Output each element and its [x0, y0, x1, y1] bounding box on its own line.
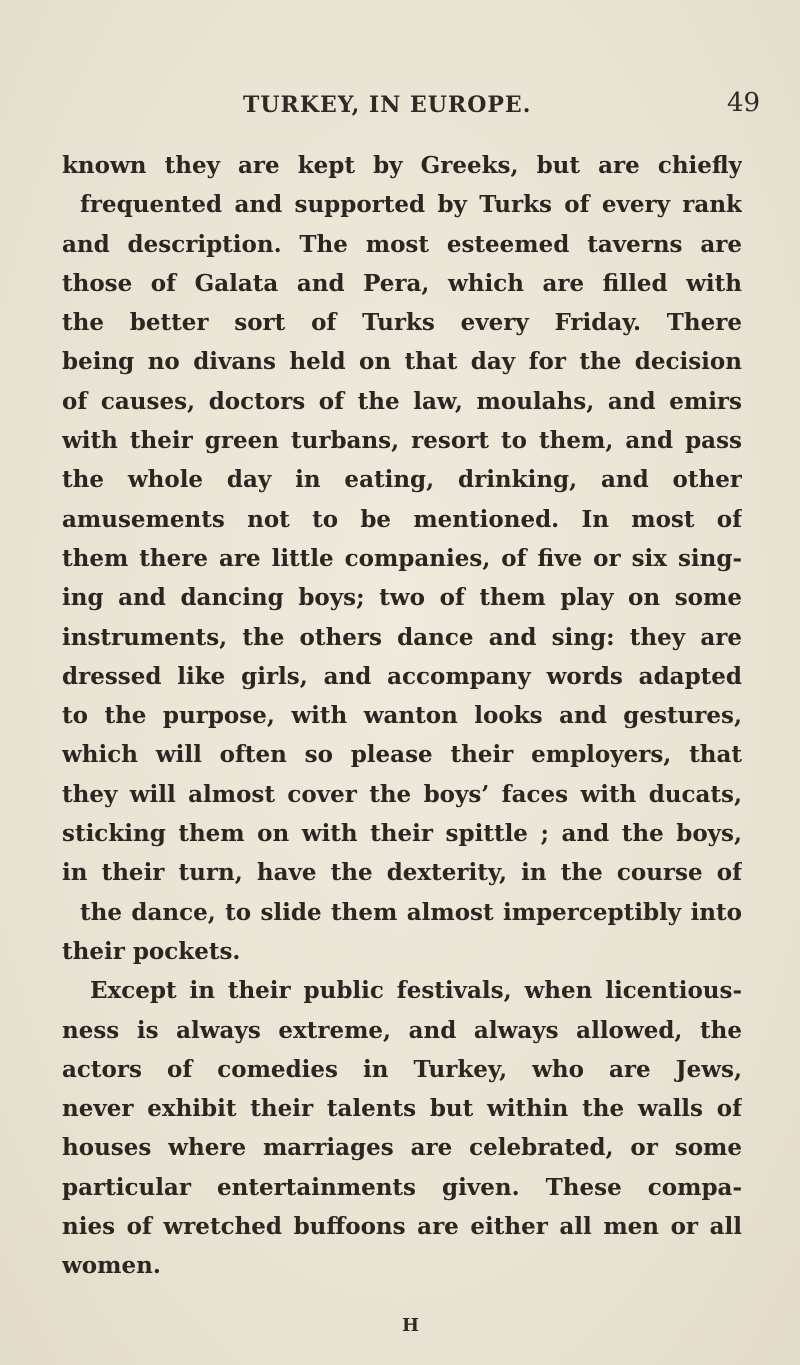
- text-line: the dance, to slide them almost imperceptibly into: [80, 898, 742, 926]
- text-line: being no divans held on that day for the decision: [62, 348, 742, 376]
- text-line: sticking them on with their spittle ; and the boys,: [62, 820, 742, 848]
- text-line: known they are kept by Greeks, but are chiefly: [62, 152, 742, 179]
- text-line: with their green turbans, resort to them, and pass: [62, 427, 742, 455]
- text-line: the better sort of Turks every Friday. There: [62, 309, 742, 337]
- text-line: houses where marriages are celebrated, or some: [62, 1134, 742, 1162]
- text-line: frequented and supported by Turks of every rank: [80, 191, 742, 219]
- text-line: Except in their public festivals, when licentious-: [90, 977, 742, 1005]
- text-line: amusements not to be mentioned. In most of: [62, 505, 742, 533]
- text-line: ness is always extreme, and always allowed, the: [62, 1016, 742, 1044]
- text-line: they will almost cover the boys’ faces with ducats,: [62, 780, 742, 808]
- text-line: them there are little companies, of five or six sing-: [62, 544, 742, 572]
- text-line: never exhibit their talents but within the walls of: [62, 1095, 742, 1123]
- text-line: ing and dancing boys; two of them play on some: [62, 584, 742, 612]
- signature-mark: H: [402, 1315, 420, 1336]
- text-line: and description. The most esteemed taverns are: [62, 230, 742, 258]
- text-line: those of Galata and Pera, which are filled with: [62, 269, 742, 297]
- text-line: which will often so please their employers, that: [62, 741, 742, 769]
- text-line: dressed like girls, and accompany words adapted: [62, 662, 742, 690]
- text-line: to the purpose, with wanton looks and gestures,: [62, 702, 742, 730]
- text-line: women.: [62, 1252, 161, 1280]
- text-line: the whole day in eating, drinking, and other: [62, 466, 742, 494]
- page-number: 49: [727, 88, 761, 118]
- running-title: TURKEY, IN EUROPE.: [243, 92, 532, 118]
- text-line: of causes, doctors of the law, moulahs, and emirs: [62, 387, 742, 415]
- text-line: in their turn, have the dexterity, in the course of: [62, 859, 742, 887]
- text-line: instruments, the others dance and sing: they are: [62, 623, 742, 651]
- text-line: particular entertainments given. These compa-: [62, 1173, 742, 1201]
- text-line: their pockets.: [62, 937, 241, 965]
- body-text: [62, 146, 742, 1286]
- text-line: nies of wretched buffoons are either all men or all: [62, 1213, 742, 1241]
- text-line: actors of comedies in Turkey, who are Jews,: [62, 1055, 742, 1083]
